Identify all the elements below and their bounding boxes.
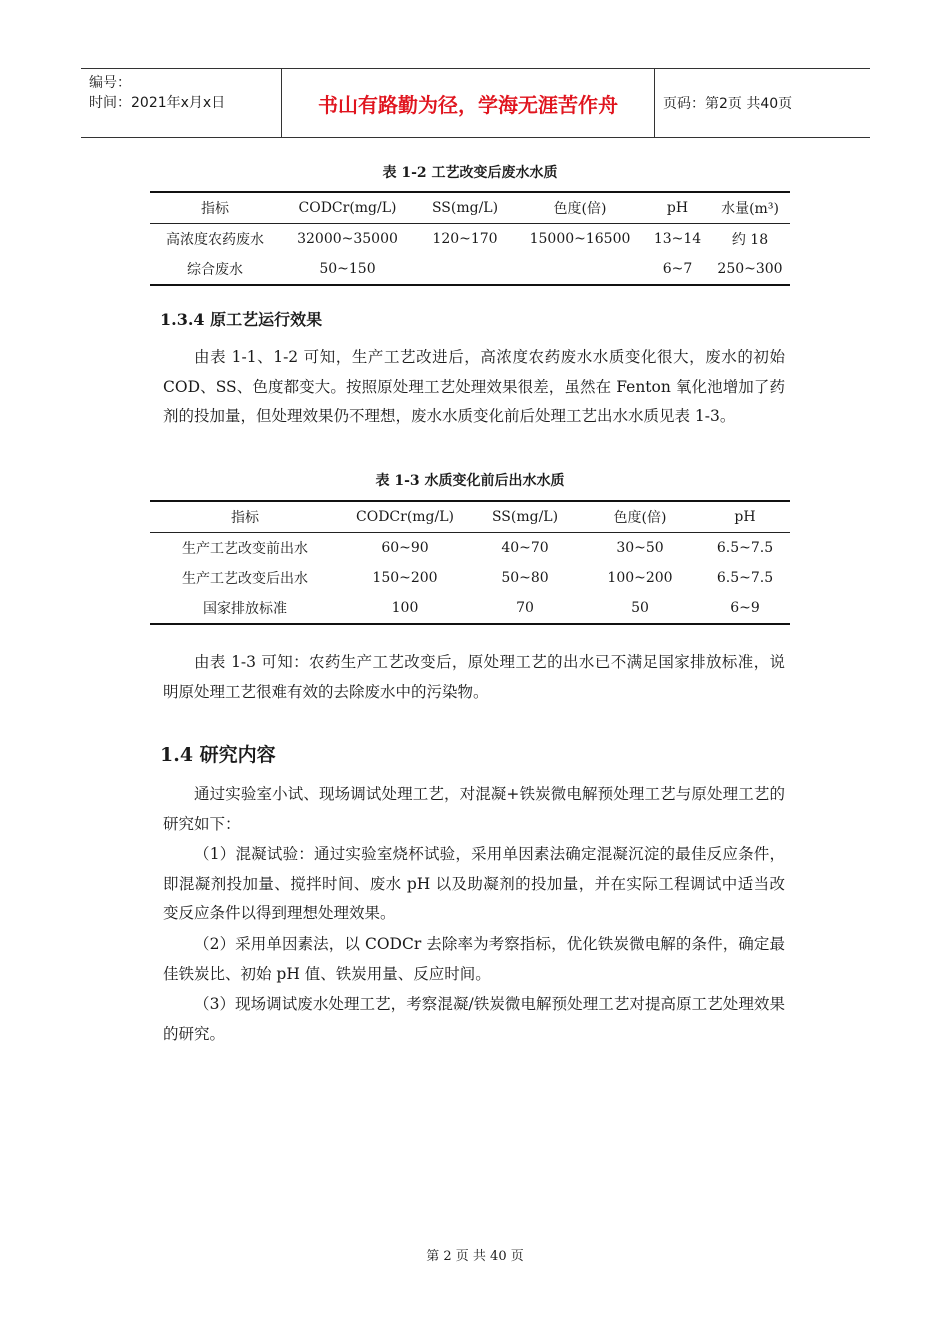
table-cell: 50 xyxy=(580,593,700,624)
column-header: pH xyxy=(645,192,710,224)
column-header: SS(mg/L) xyxy=(470,501,580,533)
column-header: SS(mg/L) xyxy=(415,192,515,224)
table-cell: 15000~16500 xyxy=(529,231,631,247)
table-cell: 约 18 xyxy=(731,232,769,248)
table-cell: 250~300 xyxy=(710,254,790,285)
table-cell: 120~170 xyxy=(432,231,498,247)
table1 xyxy=(150,191,790,286)
table-row xyxy=(150,563,790,593)
research-item-1: （1）混凝试验：通过实验室烧杯试验，采用单因素法确定混凝沉淀的最佳反应条件，即混凝剂投加量、搅拌时间、废水 pH 以及助凝剂的投加量，并在实际工程调试中适当改变反应条件以得到理想处理效果。 xyxy=(163,845,785,922)
table-cell: 32000~35000 xyxy=(297,231,398,247)
table-cell: 6.5~7.5 xyxy=(716,540,774,556)
table-cell: 100~200 xyxy=(607,570,673,586)
table2-caption: 表 1-3 水质变化前后出水水质 xyxy=(375,473,565,489)
table-cell: 6~7 xyxy=(645,254,710,285)
table-cell: 70 xyxy=(470,593,580,624)
table-cell: 100 xyxy=(340,593,470,624)
page-header xyxy=(81,68,870,138)
number-label: 编号： xyxy=(89,75,131,91)
table-cell: 高浓度农药废水 xyxy=(166,232,264,248)
column-header: CODCr(mg/L) xyxy=(340,501,470,533)
table-row xyxy=(150,533,790,564)
table-cell: 综合废水 xyxy=(150,254,280,285)
column-header: 色度(倍) xyxy=(515,192,645,224)
table-row xyxy=(150,254,790,285)
table-cell: 生产工艺改变前出水 xyxy=(182,541,308,557)
time-label: 时间：2021年x月x日 xyxy=(89,95,226,111)
table-cell: 40~70 xyxy=(501,540,549,556)
table-cell: 6~9 xyxy=(700,593,790,624)
header-meta xyxy=(81,69,281,137)
column-header: 水量(m³) xyxy=(710,192,790,224)
section-1-3-4-paragraph: 由表 1-1、1-2 可知，生产工艺改进后，高浓度农药废水水质变化很大，废水的初始 COD、SS、色度都变大。按照原处理工艺处理效果很差，虽然在 Fenton 氧化池增加了药剂的投加量，但处理效果仍不理想，废水水质变化前后处理工艺出水水质见表 1-3。 xyxy=(163,348,785,425)
table-cell: 国家排放标准 xyxy=(150,593,340,624)
research-item-3: （3）现场调试废水处理工艺，考察混凝/铁炭微电解预处理工艺对提高原工艺处理效果的研究。 xyxy=(163,995,785,1043)
table-cell: 150~200 xyxy=(372,570,438,586)
table-cell: 6.5~7.5 xyxy=(716,570,774,586)
table-cell: 13~14 xyxy=(653,231,702,247)
section-1-4-title: 1.4 研究内容 xyxy=(160,744,276,766)
table2-conclusion-paragraph: 由表 1-3 可知：农药生产工艺改变后，原处理工艺的出水已不满足国家排放标准，说明原处理工艺很难有效的去除废水中的污染物。 xyxy=(163,653,785,701)
table-cell xyxy=(415,254,515,285)
table1-caption: 表 1-2 工艺改变后废水水质 xyxy=(382,165,558,181)
table-cell: 30~50 xyxy=(616,540,664,556)
header-motto: 书山有路勤为径，学海无涯苦作舟 xyxy=(281,69,655,137)
column-header: 指标 xyxy=(150,192,280,224)
table-header-row xyxy=(150,501,790,533)
table-cell xyxy=(515,254,645,285)
column-header: pH xyxy=(700,501,790,533)
column-header: CODCr(mg/L) xyxy=(280,192,415,224)
table-cell: 60~90 xyxy=(381,540,429,556)
table-row xyxy=(150,593,790,624)
table-cell: 50~80 xyxy=(501,570,549,586)
table2 xyxy=(150,500,790,625)
research-item-2: （2）采用单因素法，以 CODCr 去除率为考察指标，优化铁炭微电解的条件，确定最佳铁炭比、初始 pH 值、铁炭用量、反应时间。 xyxy=(163,935,785,983)
column-header: 指标 xyxy=(150,501,340,533)
table-header-row xyxy=(150,192,790,224)
table-cell: 50~150 xyxy=(280,254,415,285)
section-1-4-intro: 通过实验室小试、现场调试处理工艺，对混凝+铁炭微电解预处理工艺与原处理工艺的研究如下： xyxy=(163,785,785,833)
header-page-label: 页码：第2页 共40页 xyxy=(663,96,793,112)
table-cell: 生产工艺改变后出水 xyxy=(182,571,308,587)
table-row xyxy=(150,224,790,255)
section-1-3-4-title: 1.3.4 原工艺运行效果 xyxy=(160,310,323,329)
column-header: 色度(倍) xyxy=(580,501,700,533)
page-footer: 第 2 页 共 40 页 xyxy=(426,1249,524,1264)
